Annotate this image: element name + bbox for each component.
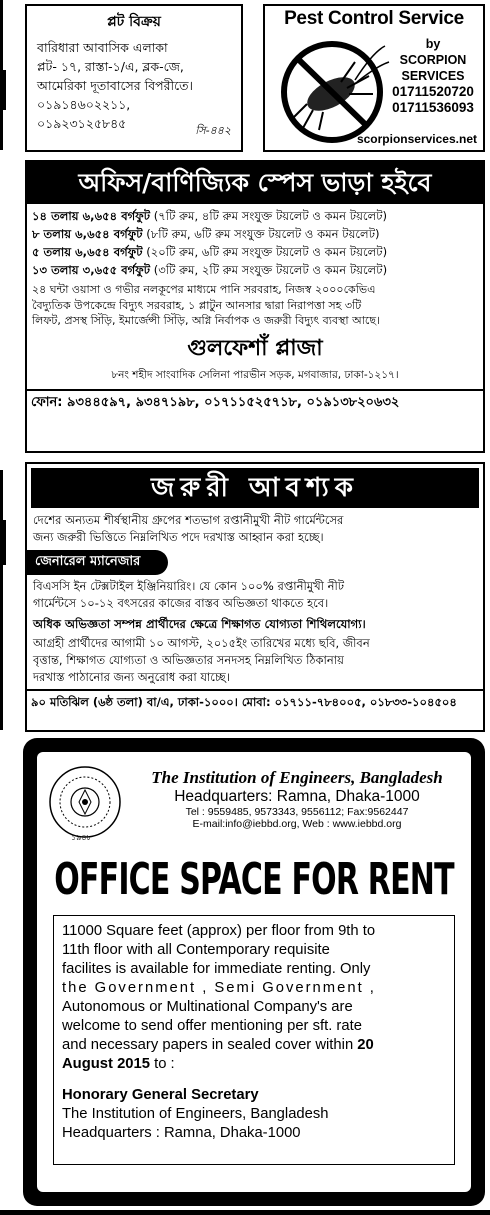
ieb-body-box — [53, 915, 455, 1165]
office-rent-headline: OFFICE SPACE FOR RENT — [54, 855, 454, 906]
ieb-body-line — [62, 1055, 446, 1074]
urgent-header: জরুরী আবশ্যক — [31, 468, 479, 508]
ieb-deadline-month: August 2015 — [62, 1056, 150, 1072]
plot-line: প্লট- ১৭, রাস্তা-১/এ, ব্লক-জে, — [37, 59, 184, 74]
ieb-body-line: the Government , Semi Government , — [62, 980, 376, 996]
requirement-text: গার্মেন্টসে ১০-১২ বৎসরের কাজের বাস্তব অভিজ্ঞতা থাকতে হবে। — [33, 596, 329, 610]
ieb-email-web: E-mail:info@iebbd.org, Web : www.iebbd.org — [192, 818, 402, 830]
plaza-name: গুলফেশাঁ প্লাজা — [187, 335, 323, 361]
plot-sale-ad — [25, 4, 243, 152]
pest-title: Pest Control Service — [284, 8, 464, 29]
plot-title: প্লট বিক্রয় — [107, 14, 161, 30]
office-phones: ফোন: ৯৩৪৪৫৯৭, ৯৩৪৭১৯৮, ০১৭১১৫২৫৭১৮, ০১৯১৩৮২০৬৩২ — [27, 389, 483, 414]
floor-size: ১৪ তলায় ৬,৬৫৪ বর্গফুট — [32, 209, 151, 223]
ieb-telephone: Tel : 9559485, 9573343, 9556112; Fax:9562447 — [185, 806, 409, 818]
plot-code: সি-৪৪২ — [195, 124, 231, 137]
floor-row — [27, 261, 483, 279]
ieb-name: The Institution of Engineers, Bangladesh — [151, 768, 443, 787]
pest-website: scorpionservices.net — [356, 132, 477, 146]
floor-detail: (৭টি রুম, ৪টি রুম সংযুক্ত টয়লেট ও কমন টয়লেট) — [150, 209, 388, 223]
requirement-text: বিএসসি ইন টেক্সটাইল ইঞ্জিনিয়ারিং। যে কোন ১০০% রপ্তানীমুখী নীট — [33, 579, 345, 593]
pest-company-2: SERVICES — [401, 69, 465, 83]
plot-line: বারিধারা আবাসিক এলাকা — [37, 40, 168, 55]
plot-phone: ০১৯২৩১২৫৮৪৫ — [37, 116, 127, 131]
ieb-seal-year: ১৯৪৮ — [71, 833, 92, 842]
floor-detail: (৩টি রুম, ২টি রুম সংযুক্ত টয়লেট ও কমন টয়লেট) — [150, 263, 388, 277]
plot-phone: ০১৯১৪৬০২২১১, — [37, 97, 131, 112]
no-cockroach-icon — [273, 32, 391, 146]
ieb-seal-icon — [47, 764, 123, 840]
facilities-text: লিফট, প্রসস্থ সিঁড়ি, ইমার্জেন্সী সিঁড়ি, অগ্নি নির্বাপক ও জরুরী বিদ্যুৎ ব্যবস্থা আছে। — [32, 314, 380, 327]
urgent-intro: জন্য জরুরী ভিত্তিতে নিম্নলিখিত পদে দরখাস্ত আহ্বান করা হচ্ছে। — [33, 530, 324, 544]
pest-phone-2: 01711536093 — [392, 100, 474, 115]
plot-line: আমেরিকা দূতাবাসের বিপরীতে। — [37, 78, 193, 93]
ieb-signatory-org: The Institution of Engineers, Bangladesh — [62, 1106, 329, 1122]
floor-size: ৮ তলায় ৬,৬৫৪ বর্গফুট — [32, 227, 143, 241]
pest-control-ad — [263, 4, 485, 152]
position-badge: জেনারেল ম্যানেজার — [27, 550, 168, 575]
pest-phone-1: 01711520720 — [392, 84, 474, 99]
ieb-body-line: facilites is available for immediate renting. Only — [62, 961, 371, 977]
pest-by: by — [425, 37, 441, 51]
apply-text: আগ্রহী প্রার্থীদের আগামী ১০ আগস্ট, ২০১৫ইং তারিখের মধ্যে ছবি, জীবন — [33, 636, 370, 650]
left-edge-rule-mid — [0, 470, 3, 730]
ieb-inner-panel — [37, 752, 471, 1192]
urgent-intro: দেশের অন্যতম শীর্ষস্থানীয় গ্রুপের শতভাগ রপ্তানীমুখী নীট গার্মেন্টসের — [33, 513, 344, 527]
office-space-bangla-ad — [25, 160, 485, 453]
left-edge-block-2 — [0, 520, 6, 565]
pest-company-1: SCORPION — [399, 53, 467, 67]
ieb-body-line: 11th floor with all Contemporary requisite — [62, 942, 330, 958]
ieb-office-rent-ad — [23, 738, 485, 1206]
ieb-body-line: 11000 Square feet (approx) per floor from 9th to — [62, 923, 376, 939]
office-header: অফিস/বাণিজ্যিক স্পেস ভাড়া হইবে — [27, 162, 483, 204]
bottom-edge-rule — [0, 1210, 490, 1215]
ieb-signatory-hq: Headquarters : Ramna, Dhaka-1000 — [62, 1125, 301, 1141]
floor-detail: (৮টি রুম, ৬টি রুম সংযুক্ত টয়লেট ও কমন টয়লেট) — [142, 227, 380, 241]
floor-size: ৫ তলায় ৬,৬৫৪ বর্গফুট — [32, 245, 143, 259]
ieb-deadline-day: 20 — [357, 1037, 374, 1053]
floor-detail: (২০টি রুম, ৬টি রুম সংযুক্ত টয়লেট ও কমন টয়লেট) — [142, 245, 388, 259]
apply-text: দরখাস্ত পাঠানোর জন্য অনুরোধ করা যাচ্ছে। — [33, 670, 230, 684]
facilities-text: বৈদ্যুতিক উপকেন্দ্রে বিদ্যুৎ সরবরাহ, ১ প্লাটুন আনসার দ্বারা নিরাপত্তা সহ ৩টি — [32, 298, 362, 312]
facilities-text: ২৪ ঘন্টা ওয়াসা ও গভীর নলকূপের মাধ্যমে পানি সরবরাহ, নিজস্ব ২০০০কেভিএ — [32, 283, 376, 296]
floor-row — [27, 225, 483, 243]
ieb-body-line: Autonomous or Multinational Company's are — [62, 999, 353, 1015]
urgent-footer: ৯০ মতিঝিল (৬ষ্ঠ তলা) বা/এ, ঢাকা-১০০০। মোবা: ০১৭১১-৭৮৪০০৫, ০১৮৩৩-১০৪৫০৪ — [27, 689, 483, 713]
floor-row — [27, 207, 483, 225]
ieb-body-line — [62, 1036, 446, 1055]
ieb-header — [37, 752, 471, 852]
relaxation-note: অধিক অভিজ্ঞতা সম্পন্ন প্রার্থীদের ক্ষেত্রে শিক্ষাগত যোগ্যতা শিথিলযোগ্য। — [33, 617, 366, 631]
ieb-headquarters: Headquarters: Ramna, Dhaka-1000 — [174, 788, 420, 805]
left-edge-block — [0, 70, 6, 110]
apply-text: বৃত্তান্ত, শিক্ষাগত যোগ্যতা ও অভিজ্ঞতার সনদসহ নিম্নলিখিত ঠিকানায় — [33, 653, 344, 667]
urgent-job-ad — [25, 462, 485, 732]
ieb-signatory-title: Honorary General Secretary — [62, 1087, 259, 1103]
floor-row — [27, 243, 483, 261]
ieb-body-text: and necessary papers in sealed cover within — [62, 1037, 354, 1053]
plaza-address: ৮নং শহীদ সাংবাদিক সেলিনা পারভীন সড়ক, মগবাজার, ঢাকা-১২১৭। — [111, 368, 399, 381]
floor-size: ১৩ তলায় ৩,৬৫৫ বর্গফুট — [32, 263, 151, 277]
ieb-to: to : — [150, 1056, 175, 1072]
ieb-body-line: welcome to send offer mentioning per sft. rate — [62, 1018, 362, 1034]
